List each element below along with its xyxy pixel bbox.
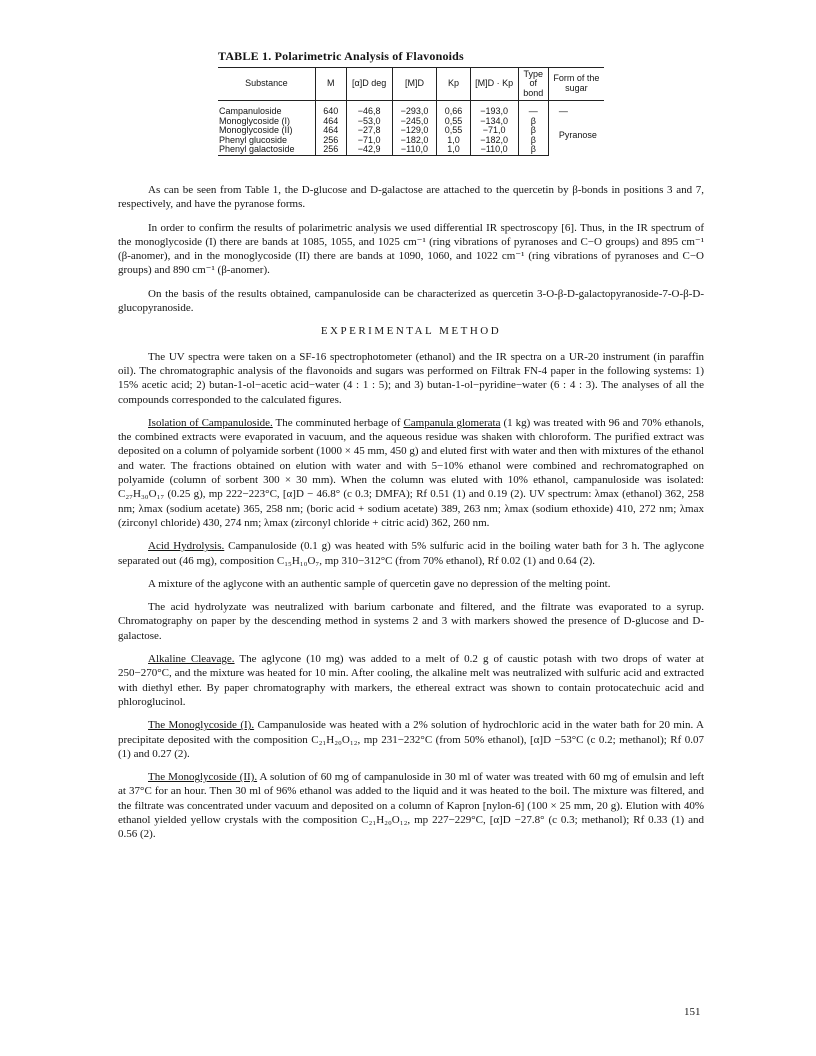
paragraph-alkaline-cleavage: [118, 652, 704, 709]
cell-m: 464: [315, 117, 346, 127]
subsection-heading: Alkaline Cleavage.: [148, 653, 235, 666]
cell-m: 256: [315, 136, 346, 146]
subsection-heading: The Monoglycoside (II).: [148, 771, 258, 784]
paragraph-isolation: [118, 416, 704, 530]
polarimetric-table: [218, 67, 604, 156]
col-form: Form of the sugar: [548, 68, 604, 101]
cell-mkp: −193,0: [470, 101, 518, 117]
paragraph: On the basis of the results obtained, campanuloside can be characterized as quercetin 3-O-β-D-galactopyranoside-7-O-β-D-glucopyranoside.: [118, 287, 704, 315]
cell-molrot: −129,0: [392, 126, 437, 136]
subsection-heading: The Monoglycoside (I).: [148, 719, 255, 732]
cell-alpha: −27,8: [346, 126, 392, 136]
col-substance: Substance: [245, 78, 288, 89]
cell-alpha: −42,9: [346, 145, 392, 155]
col-m: M: [315, 68, 346, 101]
cell-alpha: −53,0: [346, 117, 392, 127]
section-heading: EXPERIMENTAL METHOD: [320, 325, 502, 338]
cell-m: 256: [315, 145, 346, 155]
cell-alpha: −71,0: [346, 136, 392, 146]
paragraph-monoglycoside-2: [118, 770, 704, 841]
paragraph-text: A solution of 60 mg of campanuloside in 30 ml of water was treated with 60 mg of emulsin and left at 37°C for an hour. Then 30 ml of 96% ethanol was added to the liquid and it was heated to the boil. The mixture was filtered, and the filtrate was concentrated under vacuum and deposited on a column of Kapron [nylon-6] (100 × 25 mm, 20 g). Elution with 40% ethanol yielded yellow crystals with the composition C₂₁H₂₀O₁₂, mp 227−229°C, [α]D −27.8° (c 0.3; methanol); Rf 0.33 (1) and 0.56 (2).: [118, 771, 704, 841]
cell-substance: Phenyl glucoside: [219, 134, 288, 145]
body-text: [118, 183, 704, 851]
paragraph: The acid hydrolyzate was neutralized with barium carbonate and filtered, and the filtrate was evaporated to a syrup. Chromatography on paper by the descending method in systems 2 and 3 with markers showed the presence of D-glucose and D-galactose.: [118, 601, 704, 642]
paragraph-text: Campanuloside was heated with a 2% solution of hydrochloric acid in the water bath for 20 min. A precipitate deposited with the composition C₂₁H₂₀O₁₂, mp 231−232°C (from 50% ethanol), [α]D −53°C (c 0.2; methanol); Rf 0.07 (1) and 0.27 (2).: [118, 719, 705, 760]
cell-bond: β: [518, 126, 548, 136]
page-number: 151: [684, 1006, 701, 1018]
col-mkp: [M]D · Kp: [470, 68, 518, 101]
paragraph-text: (1 kg) was treated with 96 and 70% ethanols, the combined extracts were evaporated in vacuum, and the aqueous residue was shaken with chloroform. The purified extract was deposited on a column of polyamide sorbent (1000 × 45 mm, 450 g) and eluted first with water and then with mixtures of the ethanol and water. The fractions obtained on elution with water and with 5−10% ethanol were combined and rechromatographed on polyamide (column of sorbent 300 × 30 mm). When the column was eluted with 10% ethanol, campanuloside was isolated: C₂₇H₃₀O₁₇ (0.25 g), mp 222−223°C, [α]D − 46.8° (c 0.3; DMFA); Rf 0.51 (1) and 0.19 (2). UV spectrum: λmax (ethanol) 362, 258 nm; λmax (sodium acetate) 365, 258 nm; (boric acid + sodium acetate) 389, 263 nm; λmax (sodium ethoxide) 410, 272 nm; λmax (zirconyl chloride) 430, 274 nm; λmax (zirconyl chloride + citric acid) 362, 260 nm.: [118, 416, 704, 529]
col-kp: Kp: [437, 68, 470, 101]
cell-molrot: −110,0: [392, 145, 437, 155]
table-title: TABLE 1. Polarimetric Analysis of Flavonoids: [218, 49, 464, 63]
col-alpha: [α]D deg: [346, 68, 392, 101]
cell-substance: Monoglycoside (I): [219, 115, 291, 126]
cell-alpha: −46,8: [346, 101, 392, 117]
cell-kp: 1,0: [437, 145, 470, 155]
cell-molrot: −182,0: [392, 136, 437, 146]
cell-mkp: −71,0: [470, 126, 518, 136]
col-molrot: [M]D: [392, 68, 437, 101]
cell-bond: —: [518, 101, 548, 117]
cell-bond: β: [518, 117, 548, 127]
table-row: [218, 145, 604, 155]
species-name: Campanula glomerata: [403, 416, 501, 429]
paragraph: A mixture of the aglycone with an authentic sample of quercetin gave no depression of the melting point.: [148, 577, 611, 590]
cell-substance: Monoglycoside (II): [219, 125, 293, 136]
paragraph-text: Campanuloside (0.1 g) was heated with 5% sulfuric acid in the boiling water bath for 3 h. The aglycone separated out (46 mg), composition C₁₅H₁₀O₇, mp 310−312°C (from 70% ethanol), Rf 0.02 (1) and 0.64 (2).: [118, 540, 704, 567]
cell-molrot: −293,0: [392, 101, 437, 117]
cell-kp: 0,66: [437, 101, 470, 117]
paragraph-monoglycoside-1: [118, 718, 704, 761]
cell-mkp: −182,0: [470, 136, 518, 146]
paragraph: The UV spectra were taken on a SF-16 spectrophotometer (ethanol) and the IR spectra on a UR-20 instrument (in paraffin oil). The chromatographic analysis of the flavonoids and sugars was performed on Filtrak FN-4 paper in the following systems: 1) 15% acetic acid; 2) butan-1-ol−acetic acid−water (4 : 1 : 5); and 3) butan-1-ol−pyridine−water (6 : 4 : 3). The analyses of all the compounds corresponded to the calculated figures.: [118, 350, 704, 406]
cell-molrot: −245,0: [392, 117, 437, 127]
cell-mkp: −110,0: [470, 145, 518, 155]
col-bond: Type of bond: [518, 68, 548, 101]
cell-form-pyranose: Pyranose: [548, 117, 604, 156]
cell-m: 464: [315, 126, 346, 136]
cell-kp: 0,55: [437, 117, 470, 127]
cell-substance: Campanuloside: [219, 106, 282, 116]
paragraph-acid-hydrolysis: [118, 539, 704, 568]
cell-mkp: −134,0: [470, 117, 518, 127]
cell-kp: 1,0: [437, 136, 470, 146]
cell-bond: β: [518, 145, 548, 155]
cell-m: 640: [315, 101, 346, 117]
paragraph: In order to confirm the results of polarimetric analysis we used differential IR spectroscopy [6]. Thus, in the IR spectrum of the monoglycoside (I) there are bands at 1085, 1055, and 1025 cm⁻¹ (ring vibrations of pyranoses and C−O groups) and 895 cm⁻¹ (β-anomer), and in the monoglycoside (II) there are bands at 1090, 1060, and 1022 cm⁻¹ (ring vibrations of pyranoses and C−O groups) and 890 cm⁻¹ (β-anomer).: [118, 221, 704, 277]
table-header-row: [218, 68, 604, 101]
subsection-heading: Acid Hydrolysis.: [148, 540, 225, 553]
paragraph: As can be seen from Table 1, the D-glucose and D-galactose are attached to the quercetin by β-bonds in positions 3 and 7, respectively, and have the pyranose forms.: [118, 184, 704, 211]
cell-substance: Phenyl galactoside: [218, 145, 315, 155]
cell-form: —: [548, 101, 604, 117]
cell-kp: 0,55: [437, 126, 470, 136]
subsection-heading: Isolation of Campanuloside.: [148, 416, 273, 429]
paragraph-text: The comminuted herbage of: [272, 416, 404, 429]
table-row: [218, 101, 604, 117]
cell-bond: β: [518, 136, 548, 146]
paragraph-text: The aglycone (10 mg) was added to a melt of 0.2 g of caustic potash with two drops of water at 250−270°C, and the mixture was heated for 10 min. After cooling, the alkaline melt was neutralized with sulfuric acid and extracted with diethyl ether. By paper chromatography with markers, the ethereal extract was shown to contain protocatechuic acid and phloroglucinol.: [118, 653, 704, 708]
